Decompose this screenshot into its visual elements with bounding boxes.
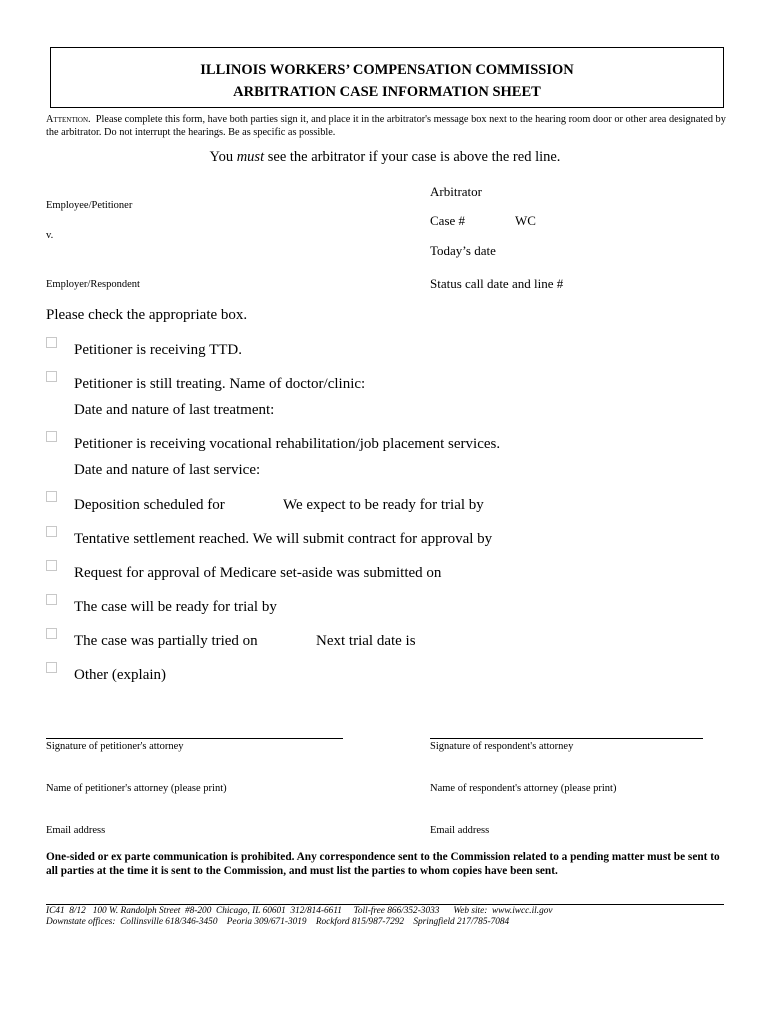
petitioner-signature-label: Signature of petitioner's attorney xyxy=(46,741,184,752)
respondent-signature-line[interactable] xyxy=(430,738,703,739)
footer-downstate-offices: Downstate offices: Collinsville 618/346-3450 Peoria 309/671-3019 Rockford 815/987-7292 Springfield 217/785-7084 xyxy=(46,917,510,927)
form-title-line2: ARBITRATION CASE INFORMATION SHEET xyxy=(233,84,541,100)
vocational-rehab-checkbox[interactable] xyxy=(46,431,57,442)
versus-label: v. xyxy=(46,230,54,241)
check-box-instructions: Please check the appropriate box. xyxy=(46,307,248,323)
case-number-label: Case # xyxy=(430,213,466,228)
deposition-label: Deposition scheduled for xyxy=(74,497,225,513)
last-treatment-label: Date and nature of last treatment: xyxy=(74,402,275,418)
ttd-checkbox[interactable] xyxy=(46,337,57,348)
respondent-attorney-name-label: Name of respondent's attorney (please print) xyxy=(430,783,617,794)
wc-label: WC xyxy=(515,213,536,228)
todays-date-label: Today’s date xyxy=(430,243,496,258)
notice-after: see the arbitrator if your case is above the red line. xyxy=(264,149,561,165)
petitioner-attorney-name-label: Name of petitioner's attorney (please print) xyxy=(46,783,227,794)
attention-text: Please complete this form, have both parties sign it, and place it in the arbitrator's message box next to the hearing room door or other area designated by the arbitrator. Do not interrupt the hearings. Be as specific as possible. xyxy=(46,114,726,138)
ttd-label: Petitioner is receiving TTD. xyxy=(74,342,243,358)
status-call-label: Status call date and line # xyxy=(430,276,564,291)
deposition-checkbox[interactable] xyxy=(46,491,57,502)
respondent-email-label: Email address xyxy=(430,825,490,836)
petitioner-email-label: Email address xyxy=(46,825,106,836)
last-service-label: Date and nature of last service: xyxy=(74,462,261,478)
ready-for-trial-label: We expect to be ready for trial by xyxy=(283,497,484,513)
petitioner-signature-line[interactable] xyxy=(46,738,343,739)
still-treating-label: Petitioner is still treating. Name of doctor/clinic: xyxy=(74,376,366,392)
partially-tried-label: The case was partially tried on xyxy=(74,633,258,649)
vocational-rehab-label: Petitioner is receiving vocational rehabilitation/job placement services. xyxy=(74,436,501,452)
arbitrator-label: Arbitrator xyxy=(430,184,482,199)
form-header xyxy=(50,47,724,108)
attention-paragraph xyxy=(46,113,736,139)
ex-parte-warning: One-sided or ex parte communication is prohibited. Any correspondence sent to the Commission related to a pending matter must be sent to all parties at the time it is sent to the Commission, and must list the parties to whom copies have been sent. xyxy=(46,851,720,877)
other-checkbox[interactable] xyxy=(46,662,57,673)
medicare-set-aside-checkbox[interactable] xyxy=(46,560,57,571)
footer-divider xyxy=(46,904,724,905)
ready-for-trial-checkbox[interactable] xyxy=(46,594,57,605)
attention-label: Attention. xyxy=(46,114,91,125)
employee-petitioner-label: Employee/Petitioner xyxy=(46,200,133,211)
still-treating-checkbox[interactable] xyxy=(46,371,57,382)
notice-before: You xyxy=(209,149,237,165)
tentative-settlement-label: Tentative settlement reached. We will submit contract for approval by xyxy=(74,531,493,547)
case-ready-label: The case will be ready for trial by xyxy=(74,599,277,615)
medicare-set-aside-label: Request for approval of Medicare set-aside was submitted on xyxy=(74,565,442,581)
notice-emphasis: must xyxy=(236,149,265,165)
other-label: Other (explain) xyxy=(74,667,167,683)
next-trial-date-label: Next trial date is xyxy=(316,633,416,649)
respondent-signature-label: Signature of respondent's attorney xyxy=(430,741,574,752)
arbitrator-notice xyxy=(0,149,770,166)
form-title-line1: ILLINOIS WORKERS’ COMPENSATION COMMISSION xyxy=(200,62,574,78)
footer-address-line: IC41 8/12 100 W. Randolph Street #8-200 Chicago, IL 60601 312/814-6611 Toll-free 866/352-3033 Web site: www.iwcc.il.gov xyxy=(46,906,553,916)
tentative-settlement-checkbox[interactable] xyxy=(46,526,57,537)
partially-tried-checkbox[interactable] xyxy=(46,628,57,639)
employer-respondent-label: Employer/Respondent xyxy=(46,279,140,290)
